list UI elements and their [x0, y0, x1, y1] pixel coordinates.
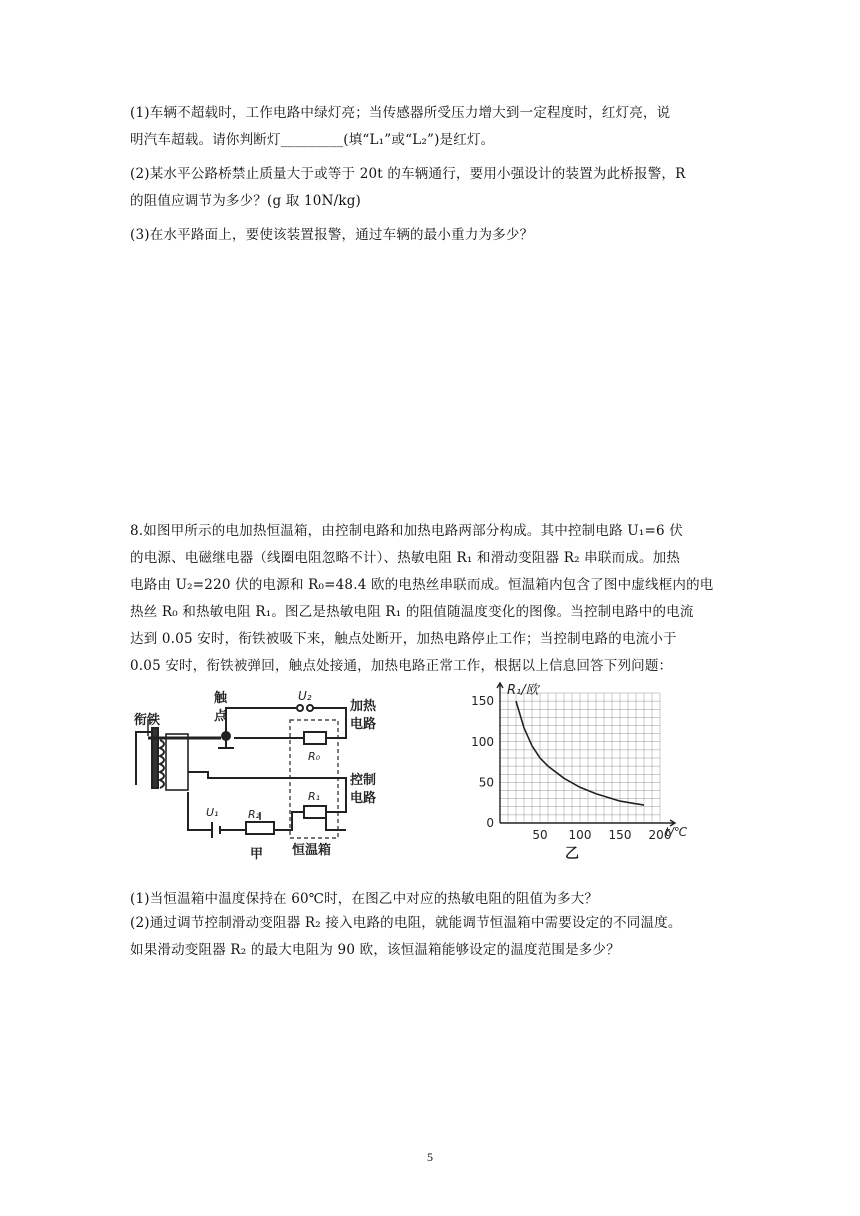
x-axis [500, 820, 675, 826]
label-heat-2: 电路 [350, 717, 377, 732]
q8-sub2-line2: 如果滑动变阻器 R₂ 的最大电阻为 90 欧，该恒温箱能够设定的温度范围是多少？ [130, 942, 620, 958]
label-u1: U₁ [206, 806, 219, 819]
q8-sub1-line: (1)当恒温箱中温度保持在 60℃时，在图乙中对应的热敏电阻的阻值为多大？ [130, 891, 599, 907]
q8-sub2-line1: (2)通过调节控制滑动变阻器 R₂ 接入电路的电阻，就能调节恒温箱中需要设定的不同温度。 [130, 915, 682, 931]
chart-ylabel: R₁/欧 [507, 683, 539, 698]
q7-part2-line2: 的阻值应调节为多少？(g 取 10N/kg) [130, 193, 362, 209]
chart-axes [497, 683, 675, 826]
q8-line4: 热丝 R₀ 和热敏电阻 R₁。图乙是热敏电阻 R₁ 的阻值随温度变化的图像。当控制电路中的电流 [130, 604, 694, 620]
label-r0: R₀ [308, 750, 321, 763]
resistor-r0 [304, 732, 326, 744]
coil-housing [166, 734, 188, 790]
label-contact-1: 触 [214, 691, 228, 706]
chart-caption: 乙 [565, 846, 579, 862]
y-tick-label: 150 [471, 694, 494, 709]
label-box: 恒温箱 [292, 843, 332, 858]
heating-wire [226, 708, 346, 738]
contact-icon [222, 732, 230, 740]
resistor-r1 [304, 806, 326, 818]
q7-part1 [130, 100, 735, 154]
caption-jia: 甲 [250, 847, 264, 862]
label-r2: R₂ [248, 808, 261, 821]
x-tick-label: 50 [532, 828, 548, 842]
x-tick-label: 200 [648, 828, 672, 842]
q8-sub2 [130, 910, 735, 964]
x-tick-label: 150 [608, 828, 632, 842]
q8-stem [130, 518, 735, 680]
q7-part1-line1: (1)车辆不超载时，工作电路中绿灯亮；当传感器所受压力增大到一定程度时，红灯亮，说 [130, 105, 671, 121]
q8-line2: 的电源、电磁继电器（线圈电阻忽略不计）、热敏电阻 R₁ 和滑动变阻器 R₂ 串联而成。加热 [130, 550, 681, 566]
q8-line6: 0.05 安时，衔铁被弹回，触点处接通，加热电路正常工作，根据以上信息回答下列问题： [130, 658, 673, 674]
y-tick-label: 100 [471, 734, 494, 749]
label-contact-2: 点 [214, 709, 228, 724]
label-armature: 衔铁 [134, 713, 161, 728]
q8-line1: 8.如图甲所示的电加热恒温箱，由控制电路和加热电路两部分构成。其中控制电路 U₁=6 伏 [130, 523, 683, 539]
coil-icon [160, 740, 164, 788]
battery-u1-icon [212, 822, 220, 838]
q8-line5: 达到 0.05 安时，衔铁被吸下来，触点处断开，加热电路停止工作；当控制电路的电流小于 [130, 631, 677, 647]
q7-part3-line: (3)在水平路面上，要使该装置报警，通过车辆的最小重力为多少？ [130, 227, 534, 243]
resistor-r2 [246, 822, 274, 834]
chart-r1-vs-t [455, 678, 705, 868]
y-tick-label: 50 [478, 775, 494, 790]
q7-part3 [130, 222, 735, 249]
label-ctrl-1: 控制 [350, 773, 377, 788]
label-ctrl-2: 电路 [350, 791, 377, 806]
q8-sub1 [130, 886, 735, 913]
y-axis [497, 683, 503, 823]
chart-ticks [471, 694, 671, 842]
q7-part2 [130, 161, 735, 215]
label-r1: R₁ [308, 790, 321, 803]
page-number: 5 [427, 1150, 433, 1164]
q7-part2-line1: (2)某水平公路桥禁止质量大于或等于 20t 的车辆通行，要用小强设计的装置为此桥报警，R [130, 166, 686, 182]
label-heat-1: 加热 [350, 699, 377, 714]
y-tick-label: 0 [486, 816, 494, 830]
q8-line3: 电路由 U₂=220 伏的电源和 R₀=48.4 欧的电热丝串联而成。恒温箱内包含了图中虚线框内的电 [130, 577, 714, 593]
circuit-diagram [126, 680, 377, 865]
q7-part1-line2: 明汽车超载。请你判断灯_________(填“L₁”或“L₂”)是红灯。 [130, 132, 495, 148]
chart-xlabel: t/℃ [665, 825, 688, 839]
x-tick-label: 100 [568, 828, 592, 842]
label-u2: U₂ [298, 689, 312, 703]
